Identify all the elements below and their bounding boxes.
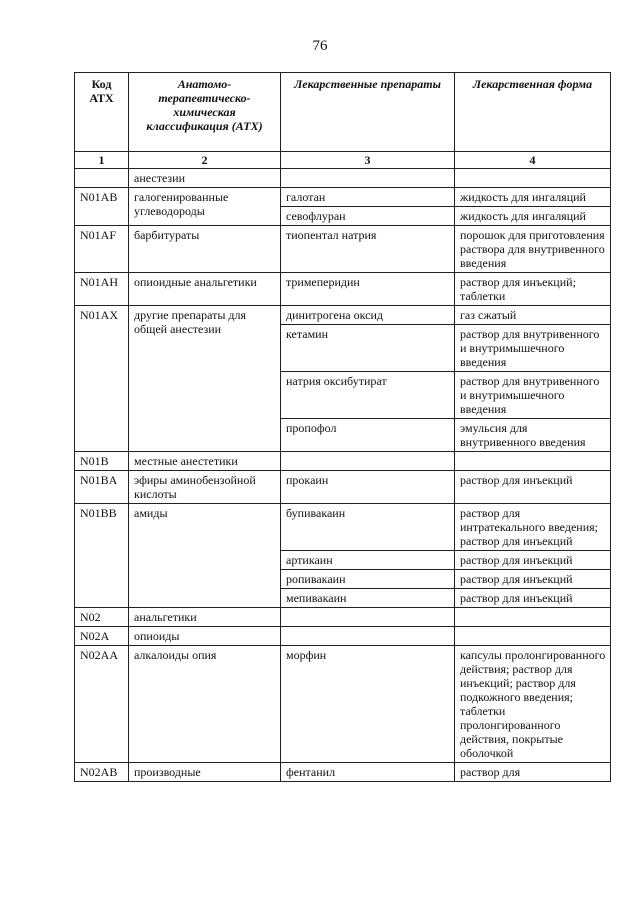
column-number: 3 — [281, 152, 455, 169]
dosage-form-cell: порошок для приготовления раствора для внутривенного введения — [455, 226, 611, 273]
classification-cell: другие препараты для общей анестезии — [129, 306, 281, 452]
page-number: 76 — [312, 38, 328, 54]
column-number: 2 — [129, 152, 281, 169]
drug-name-cell: прокаин — [281, 471, 455, 504]
classification-cell: анальгетики — [129, 608, 281, 627]
column-number-row — [75, 152, 611, 169]
drug-name-cell: натрия оксибутират — [281, 372, 455, 419]
drug-name-cell — [281, 627, 455, 646]
classification-cell: эфиры аминобензойной кислоты — [129, 471, 281, 504]
drug-name-cell: морфин — [281, 646, 455, 763]
drug-name-cell: тримеперидин — [281, 273, 455, 306]
dosage-form-cell: раствор для инъекций — [455, 589, 611, 608]
classification-cell: галогенированные углеводороды — [129, 188, 281, 226]
classification-cell: амиды — [129, 504, 281, 608]
table-body — [75, 169, 611, 782]
table-row — [75, 226, 611, 273]
classification-cell: местные анестетики — [129, 452, 281, 471]
dosage-form-cell: раствор для интратекального введения; раствор для инъекций — [455, 504, 611, 551]
atx-code-cell: N01AB — [75, 188, 129, 226]
column-number: 4 — [455, 152, 611, 169]
table-row — [75, 763, 611, 782]
classification-cell: опиоидные анальгетики — [129, 273, 281, 306]
drug-name-cell: ропивакаин — [281, 570, 455, 589]
header-form: Лекарственная форма — [455, 73, 611, 152]
drug-name-cell: фентанил — [281, 763, 455, 782]
dosage-form-cell: раствор для инъекций — [455, 570, 611, 589]
table-row — [75, 627, 611, 646]
dosage-form-cell — [455, 608, 611, 627]
atx-code-cell: N02AB — [75, 763, 129, 782]
drug-name-cell — [281, 452, 455, 471]
classification-cell: алкалоиды опия — [129, 646, 281, 763]
drug-name-cell: тиопентал натрия — [281, 226, 455, 273]
dosage-form-cell: капсулы пролонгированного действия; раствор для инъекций; раствор для подкожного введения; таблетки пролонгированного действия, покрытые оболочкой — [455, 646, 611, 763]
dosage-form-cell — [455, 169, 611, 188]
atx-code-cell: N02AA — [75, 646, 129, 763]
drug-name-cell: мепивакаин — [281, 589, 455, 608]
dosage-form-cell: раствор для — [455, 763, 611, 782]
atx-code-cell: N01AX — [75, 306, 129, 452]
dosage-form-cell: раствор для внутривенного и внутримышечного введения — [455, 372, 611, 419]
table-row — [75, 504, 611, 551]
dosage-form-cell — [455, 452, 611, 471]
atx-code-cell: N01BB — [75, 504, 129, 608]
dosage-form-cell: газ сжатый — [455, 306, 611, 325]
dosage-form-cell: раствор для инъекций — [455, 471, 611, 504]
drug-name-cell: бупивакаин — [281, 504, 455, 551]
table-row — [75, 452, 611, 471]
table-row — [75, 306, 611, 325]
drug-name-cell: пропофол — [281, 419, 455, 452]
classification-cell: опиоиды — [129, 627, 281, 646]
atx-code-cell: N02 — [75, 608, 129, 627]
drug-name-cell: артикаин — [281, 551, 455, 570]
classification-cell: производные — [129, 763, 281, 782]
classification-cell: анестезии — [129, 169, 281, 188]
drug-name-cell: галотан — [281, 188, 455, 207]
drug-name-cell — [281, 608, 455, 627]
atx-code-cell: N01BA — [75, 471, 129, 504]
dosage-form-cell: жидкость для ингаляций — [455, 188, 611, 207]
atx-code-cell: N01AF — [75, 226, 129, 273]
drug-name-cell: кетамин — [281, 325, 455, 372]
atx-code-cell: N01B — [75, 452, 129, 471]
header-classification: Анатомо-терапевтическо-химическая классификация (АТХ) — [129, 73, 281, 152]
atx-code-cell: N01AH — [75, 273, 129, 306]
dosage-form-cell: жидкость для ингаляций — [455, 207, 611, 226]
drug-name-cell — [281, 169, 455, 188]
drug-name-cell: динитрогена оксид — [281, 306, 455, 325]
dosage-form-cell: раствор для внутривенного и внутримышечного введения — [455, 325, 611, 372]
header-code: Код АТХ — [75, 73, 129, 152]
dosage-form-cell: эмульсия для внутривенного введения — [455, 419, 611, 452]
table-row — [75, 608, 611, 627]
table-row — [75, 273, 611, 306]
table-row — [75, 471, 611, 504]
dosage-form-cell: раствор для инъекций — [455, 551, 611, 570]
table-header-row — [75, 73, 611, 152]
table-row — [75, 188, 611, 207]
column-number: 1 — [75, 152, 129, 169]
table-row — [75, 646, 611, 763]
classification-cell: барбитураты — [129, 226, 281, 273]
header-drugs: Лекарственные препараты — [281, 73, 455, 152]
dosage-form-cell — [455, 627, 611, 646]
atx-code-cell: N02A — [75, 627, 129, 646]
atx-code-cell — [75, 169, 129, 188]
dosage-form-cell: раствор для инъекций; таблетки — [455, 273, 611, 306]
drug-name-cell: севофлуран — [281, 207, 455, 226]
table-row — [75, 169, 611, 188]
atx-drug-table — [74, 72, 611, 782]
